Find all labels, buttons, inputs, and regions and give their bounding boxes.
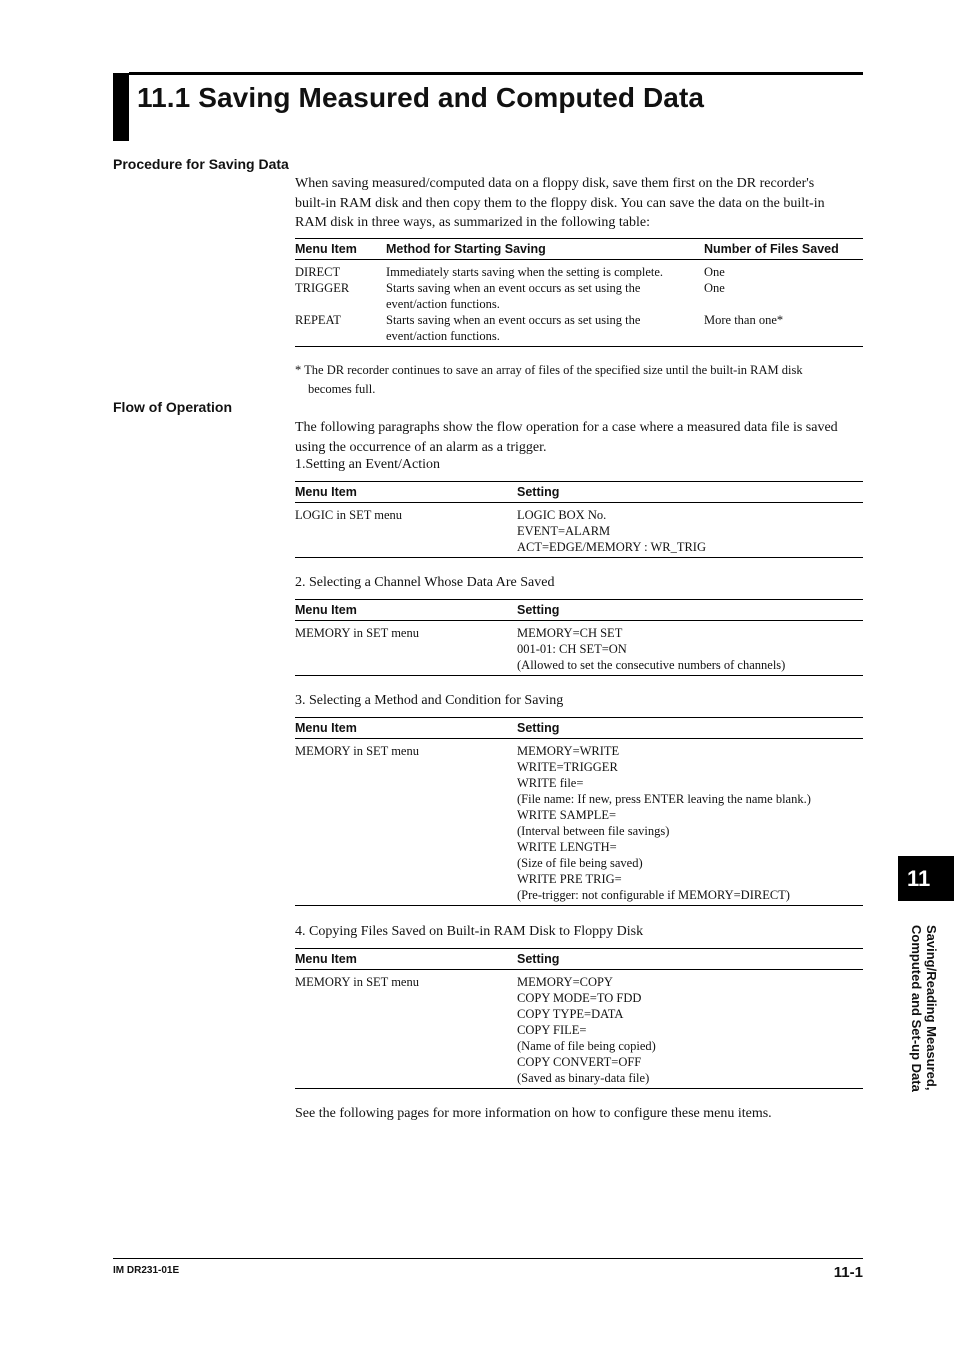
- setting-line: MEMORY=WRITE: [517, 744, 620, 758]
- setting-line: 001-01: CH SET=ON: [517, 642, 627, 656]
- method-cell: [386, 280, 704, 312]
- setting-line: (Saved as binary-data file): [517, 1071, 650, 1085]
- setting-line: WRITE=TRIGGER: [517, 760, 618, 774]
- footer-rule: [113, 1258, 863, 1259]
- footnote-line: becomes full.: [308, 382, 376, 396]
- column-header: Menu Item: [295, 718, 517, 739]
- procedure-heading: Procedure for Saving Data: [113, 156, 289, 172]
- side-label-line: Saving/Reading Measured,: [924, 925, 939, 1091]
- chapter-side-label: [905, 925, 939, 1110]
- setting-line: COPY FILE=: [517, 1023, 587, 1037]
- column-header: Method for Starting Saving: [386, 239, 704, 260]
- setting-cell: [517, 970, 863, 1089]
- intro-line: The following paragraphs show the flow operation for a case where a measured data file is saved: [295, 420, 838, 435]
- table-row: [295, 280, 863, 312]
- table-row: [295, 739, 863, 906]
- setting-line: WRITE PRE TRIG=: [517, 872, 622, 886]
- menu-item-cell: DIRECT: [295, 265, 341, 279]
- setting-line: MEMORY=CH SET: [517, 626, 623, 640]
- column-header: Setting: [517, 600, 863, 621]
- table-row: [295, 970, 863, 1089]
- menu-item-cell: MEMORY in SET menu: [295, 739, 517, 906]
- menu-item-cell: MEMORY in SET menu: [295, 621, 517, 676]
- column-header: Setting: [517, 949, 863, 970]
- setting-line: MEMORY=COPY: [517, 975, 613, 989]
- method-line: Starts saving when an event occurs as set using the: [386, 281, 641, 295]
- method-line: event/action functions.: [386, 329, 500, 343]
- column-header: Menu Item: [295, 482, 517, 503]
- step-title: 4. Copying Files Saved on Built-in RAM Disk to Floppy Disk: [295, 924, 644, 939]
- setting-line: (Pre-trigger: not configurable if MEMORY=DIRECT): [517, 888, 790, 902]
- table-row: [295, 312, 863, 347]
- method-line: Immediately starts saving when the setting is complete.: [386, 265, 664, 279]
- step-table: [295, 948, 863, 1089]
- setting-line: COPY MODE=TO FDD: [517, 991, 642, 1005]
- setting-cell: [517, 621, 863, 676]
- menu-item-cell: LOGIC in SET menu: [295, 503, 517, 558]
- step-table: [295, 481, 863, 558]
- method-cell: [386, 312, 704, 347]
- table-row: [295, 260, 863, 281]
- setting-line: WRITE SAMPLE=: [517, 808, 617, 822]
- setting-line: COPY CONVERT=OFF: [517, 1055, 642, 1069]
- method-line: Starts saving when an event occurs as set using the: [386, 313, 641, 327]
- method-cell: [386, 260, 704, 281]
- column-header: Setting: [517, 482, 863, 503]
- setting-line: LOGIC BOX No.: [517, 508, 607, 522]
- flow-heading: Flow of Operation: [113, 399, 232, 415]
- setting-line: (Interval between file savings): [517, 824, 670, 838]
- footnote: [295, 361, 855, 399]
- document-id: IM DR231-01E: [113, 1265, 180, 1276]
- column-header: Setting: [517, 718, 863, 739]
- method-line: event/action functions.: [386, 297, 500, 311]
- setting-line: WRITE file=: [517, 776, 584, 790]
- table-row: [295, 621, 863, 676]
- intro-line: using the occurrence of an alarm as a trigger.: [295, 439, 547, 455]
- step-title: 1.Setting an Event/Action: [295, 457, 441, 472]
- title-rule: [129, 72, 863, 75]
- step-table: [295, 599, 863, 676]
- saving-methods-table: [295, 238, 863, 347]
- step-title: 3. Selecting a Method and Condition for Saving: [295, 693, 564, 708]
- setting-cell: [517, 739, 863, 906]
- menu-item-cell: MEMORY in SET menu: [295, 970, 517, 1089]
- setting-line: EVENT=ALARM: [517, 524, 611, 538]
- procedure-intro: [295, 174, 863, 233]
- setting-line: COPY TYPE=DATA: [517, 1007, 624, 1021]
- intro-line: built-in RAM disk and then copy them to the floppy disk. You can save the data on the built-in: [295, 195, 825, 211]
- side-label-line: Computed and Set-up Data: [909, 925, 924, 1092]
- footnote-line: * The DR recorder continues to save an array of files of the specified size until the built-in RAM disk: [295, 363, 803, 377]
- setting-line: (Size of file being saved): [517, 856, 643, 870]
- files-cell: One: [704, 281, 725, 295]
- flow-intro: [295, 418, 863, 457]
- step-table: [295, 717, 863, 906]
- closing-text: See the following pages for more information on how to configure these menu items.: [295, 1106, 772, 1121]
- setting-line: (Name of file being copied): [517, 1039, 656, 1053]
- files-cell: More than one*: [704, 312, 863, 347]
- page-title: 11.1 Saving Measured and Computed Data: [137, 82, 705, 113]
- menu-item-cell: REPEAT: [295, 312, 386, 347]
- page-number: 11-1: [833, 1264, 863, 1281]
- table-row: [295, 503, 863, 558]
- column-header: Menu Item: [295, 949, 517, 970]
- step-title: 2. Selecting a Channel Whose Data Are Saved: [295, 575, 555, 590]
- setting-line: ACT=EDGE/MEMORY : WR_TRIG: [517, 540, 706, 554]
- title-bar-decoration: [113, 73, 129, 141]
- setting-cell: [517, 503, 863, 558]
- setting-line: (Allowed to set the consecutive numbers of channels): [517, 658, 786, 672]
- menu-item-cell: TRIGGER: [295, 281, 350, 295]
- column-header: Number of Files Saved: [704, 239, 863, 260]
- setting-line: (File name: If new, press ENTER leaving the name blank.): [517, 792, 811, 806]
- setting-line: WRITE LENGTH=: [517, 840, 617, 854]
- files-cell: One: [704, 265, 725, 279]
- intro-line: RAM disk in three ways, as summarized in the following table:: [295, 215, 650, 230]
- chapter-number: 11: [907, 866, 931, 891]
- chapter-tab: [898, 856, 954, 901]
- column-header: Menu Item: [295, 239, 386, 260]
- intro-line: When saving measured/computed data on a floppy disk, save them first on the DR recorder's: [295, 176, 815, 191]
- column-header: Menu Item: [295, 600, 517, 621]
